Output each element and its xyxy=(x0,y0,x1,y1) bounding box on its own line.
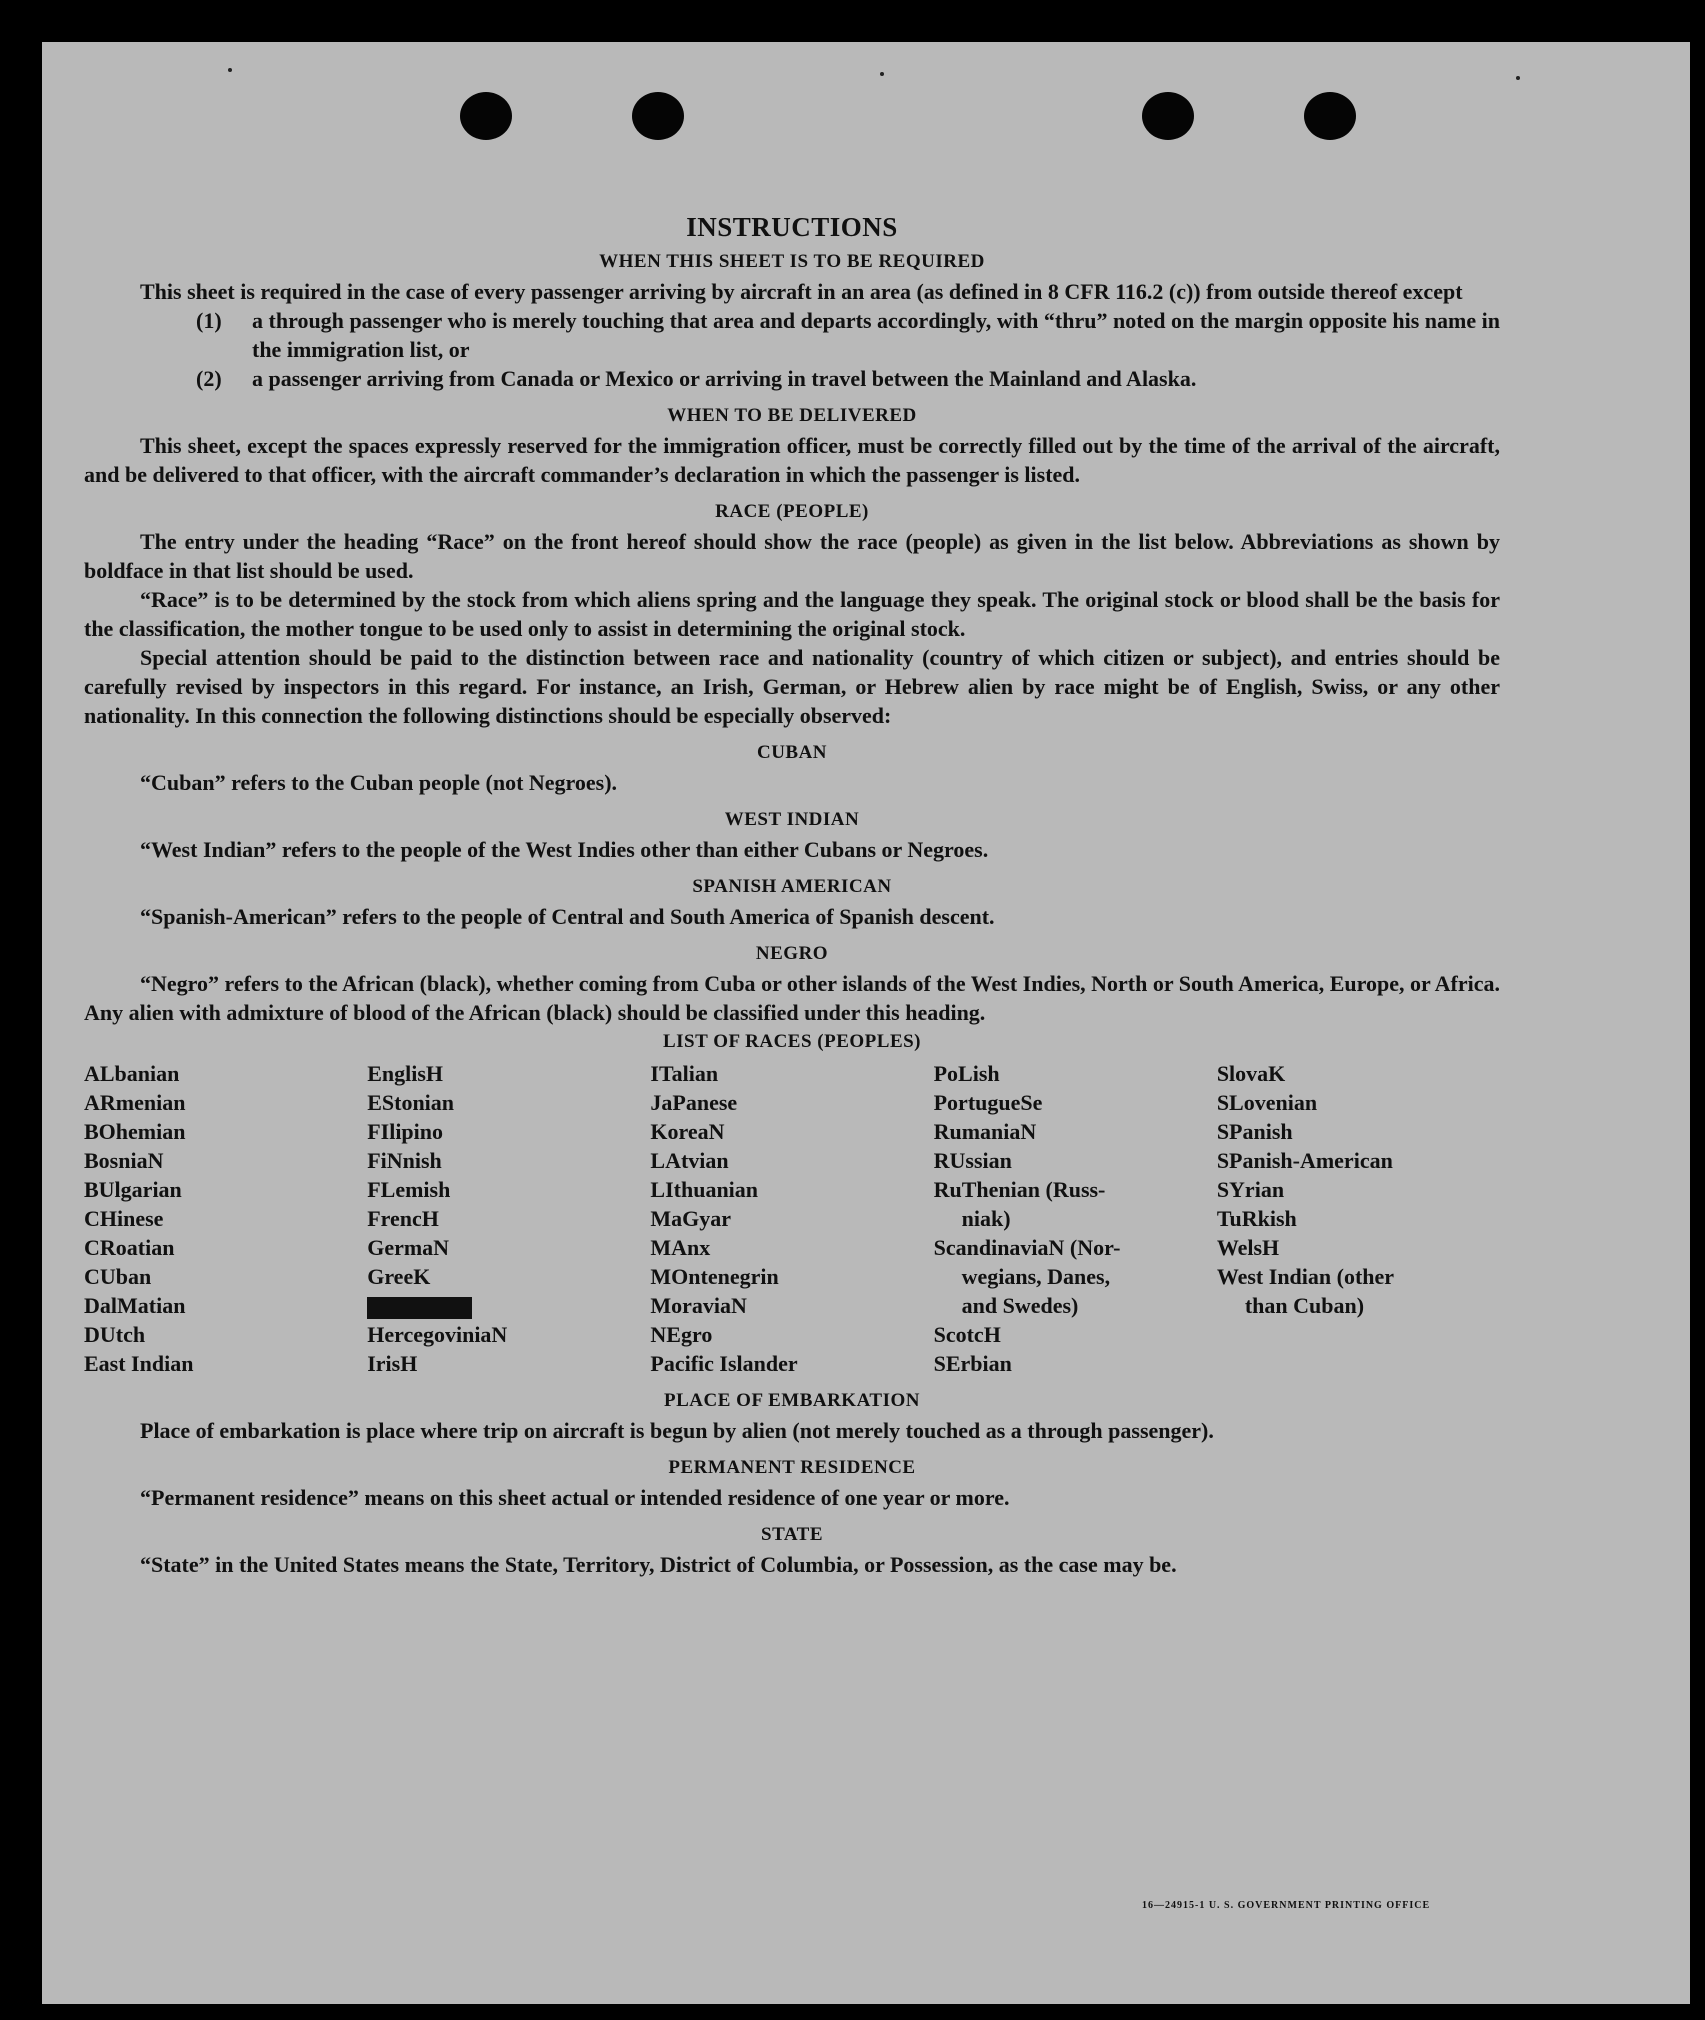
page-title: INSTRUCTIONS xyxy=(686,212,898,242)
paragraph: “State” in the United States means the State, Territory, District of Columbia, or Possession, as the case may be. xyxy=(140,1552,1177,1577)
race-entry: FrencH xyxy=(367,1206,439,1231)
races-column xyxy=(367,1059,650,1378)
race-entry: West Indian (other xyxy=(1216,1264,1395,1289)
paragraph: Special attention should be paid to the distinction between race and nationality (country of which citizen or subject), and entries should be carefully revised by inspectors in this regard. For instance, an Irish, German, or Hebrew alien by race might be of English, Swiss, or any other nationality. In this connection the following distinctions should be especially observed: xyxy=(84,645,1500,728)
race-entry: GermaN xyxy=(367,1235,450,1260)
redaction-mark xyxy=(367,1297,472,1319)
race-entry: RuThenian (Russ- xyxy=(933,1177,1106,1202)
paragraph: This sheet is required in the case of every passenger arriving by aircraft in an area (as defined in 8 CFR 116.2 (c)) from outside thereof except xyxy=(140,279,1463,304)
paragraph: “West Indian” refers to the people of the West Indies other than either Cubans or Negroes. xyxy=(140,837,989,862)
race-entry: BUlgarian xyxy=(84,1177,182,1202)
race-entry: SlovaK xyxy=(1216,1061,1286,1086)
race-entry: PoLish xyxy=(933,1061,1000,1086)
section-heading: WHEN THIS SHEET IS TO BE REQUIRED xyxy=(599,251,985,272)
race-entry: CHinese xyxy=(84,1206,164,1231)
race-entry: RUssian xyxy=(933,1148,1012,1173)
punch-hole xyxy=(632,92,684,140)
races-column xyxy=(934,1059,1217,1378)
section-negro xyxy=(84,943,1500,1027)
paragraph: This sheet, except the spaces expressly reserved for the immigration officer, must be correctly filled out by the time of the arrival of the aircraft, and be delivered to that officer, with the aircraft commander’s declaration in which the passenger is listed. xyxy=(84,433,1500,487)
race-entry: RumaniaN xyxy=(933,1119,1037,1144)
race-entry: WelsH xyxy=(1216,1235,1280,1260)
list-number: (2) xyxy=(196,366,222,391)
instructions-content xyxy=(84,170,1500,1579)
section-west-indian xyxy=(84,809,1500,864)
paragraph: “Cuban” refers to the Cuban people (not Negroes). xyxy=(140,770,618,795)
section-state xyxy=(84,1524,1500,1579)
paragraph: “Negro” refers to the African (black), whether coming from Cuba or other islands of the West Indies, North or South America, Europe, or Africa. Any alien with admixture of blood of the African (black) should be classified under this heading. xyxy=(84,971,1500,1025)
section-heading: PLACE OF EMBARKATION xyxy=(664,1390,920,1411)
race-entry: ScandinaviaN (Nor- xyxy=(933,1235,1121,1260)
section-heading: RACE (PEOPLE) xyxy=(715,501,869,522)
race-entry: Pacific Islander xyxy=(650,1351,798,1376)
section-heading: STATE xyxy=(761,1524,823,1545)
race-entry: EnglisH xyxy=(367,1061,444,1086)
race-entry: CRoatian xyxy=(84,1235,175,1260)
race-entry: MaGyar xyxy=(650,1206,732,1231)
races-column xyxy=(1217,1059,1500,1378)
race-entry: and Swedes) xyxy=(961,1293,1079,1318)
section-heading: PERMANENT RESIDENCE xyxy=(668,1457,916,1478)
section-race xyxy=(84,501,1500,730)
race-entry: TuRkish xyxy=(1216,1206,1297,1231)
race-entry: ITalian xyxy=(650,1061,719,1086)
race-entry: PortugueSe xyxy=(933,1090,1043,1115)
section-residence xyxy=(84,1457,1500,1512)
list-item xyxy=(196,364,1500,393)
race-entry: SErbian xyxy=(933,1351,1012,1376)
section-spanish-american xyxy=(84,876,1500,931)
section-heading: WEST INDIAN xyxy=(724,809,860,830)
dust-speck xyxy=(1516,76,1520,80)
race-entry: DUtch xyxy=(84,1322,146,1347)
race-entry xyxy=(367,1291,650,1320)
race-entry: MOntenegrin xyxy=(650,1264,779,1289)
race-entry: ARmenian xyxy=(84,1090,186,1115)
race-entry: LAtvian xyxy=(650,1148,729,1173)
document-sheet xyxy=(42,42,1690,2004)
race-entry: MAnx xyxy=(650,1235,711,1260)
race-entry: HercegoviniaN xyxy=(367,1322,508,1347)
race-entry: FLemish xyxy=(367,1177,451,1202)
race-entry: EStonian xyxy=(367,1090,455,1115)
race-entry: LIthuanian xyxy=(650,1177,759,1202)
race-entry: East Indian xyxy=(84,1351,194,1376)
races-heading: LIST OF RACES (PEOPLES) xyxy=(662,1031,922,1052)
paragraph: “Spanish-American” refers to the people of Central and South America of Spanish descent. xyxy=(140,904,995,929)
race-entry: IrisH xyxy=(367,1351,418,1376)
race-entry: FiNnish xyxy=(367,1148,442,1173)
section-heading: CUBAN xyxy=(756,742,828,763)
punch-hole xyxy=(460,92,512,140)
paragraph: The entry under the heading “Race” on the front hereof should show the race (people) as given in the list below. Abbreviations as shown by boldface in that list should be used. xyxy=(84,529,1500,583)
race-entry: SLovenian xyxy=(1216,1090,1318,1115)
paragraph: Place of embarkation is place where trip on aircraft is begun by alien (not merely touched as a through passenger). xyxy=(140,1418,1214,1443)
section-cuban xyxy=(84,742,1500,797)
paragraph: “Permanent residence” means on this sheet actual or intended residence of one year or more. xyxy=(140,1485,1010,1510)
race-entry: KoreaN xyxy=(650,1119,725,1144)
race-entry: CUban xyxy=(84,1264,152,1289)
race-entry: wegians, Danes, xyxy=(961,1264,1111,1289)
printer-imprint: 16—24915-1 U. S. GOVERNMENT PRINTING OFFICE xyxy=(1142,1900,1431,1911)
race-entry: ScotcH xyxy=(933,1322,1001,1347)
section-delivered xyxy=(84,405,1500,489)
race-entry: SYrian xyxy=(1216,1177,1285,1202)
race-entry: DalMatian xyxy=(84,1293,186,1318)
races-column xyxy=(84,1059,367,1378)
race-entry: NEgro xyxy=(650,1322,713,1347)
race-entry: niak) xyxy=(961,1206,1011,1231)
race-entry: ALbanian xyxy=(84,1061,180,1086)
section-required xyxy=(84,251,1500,393)
race-entry: FIlipino xyxy=(367,1119,444,1144)
race-entry: BosniaN xyxy=(84,1148,164,1173)
race-entry: than Cuban) xyxy=(1244,1293,1365,1318)
list-item xyxy=(196,306,1500,364)
punch-hole xyxy=(1142,92,1194,140)
section-heading: NEGRO xyxy=(755,943,829,964)
list-number: (1) xyxy=(196,308,222,333)
section-embarkation xyxy=(84,1390,1500,1445)
list-text: a through passenger who is merely touching that area and departs accordingly, with “thru” noted on the margin opposite his name in the immigration list, or xyxy=(252,308,1500,362)
races-column xyxy=(650,1059,933,1378)
punch-hole xyxy=(1304,92,1356,140)
race-entry: SPanish-American xyxy=(1216,1148,1393,1173)
race-entry: SPanish xyxy=(1216,1119,1293,1144)
list-text: a passenger arriving from Canada or Mexico or arriving in travel between the Mainland and Alaska. xyxy=(252,366,1197,391)
race-entry: JaPanese xyxy=(650,1090,738,1115)
section-heading: WHEN TO BE DELIVERED xyxy=(667,405,917,426)
section-heading: SPANISH AMERICAN xyxy=(692,876,892,897)
dust-speck xyxy=(228,68,232,72)
race-entry: BOhemian xyxy=(84,1119,186,1144)
race-entry: GreeK xyxy=(367,1264,431,1289)
races-list xyxy=(84,1059,1500,1378)
dust-speck xyxy=(880,72,884,76)
race-entry: MoraviaN xyxy=(650,1293,747,1318)
paragraph: “Race” is to be determined by the stock from which aliens spring and the language they speak. The original stock or blood shall be the basis for the classification, the mother tongue to be used only to assist in determining the original stock. xyxy=(84,587,1500,641)
